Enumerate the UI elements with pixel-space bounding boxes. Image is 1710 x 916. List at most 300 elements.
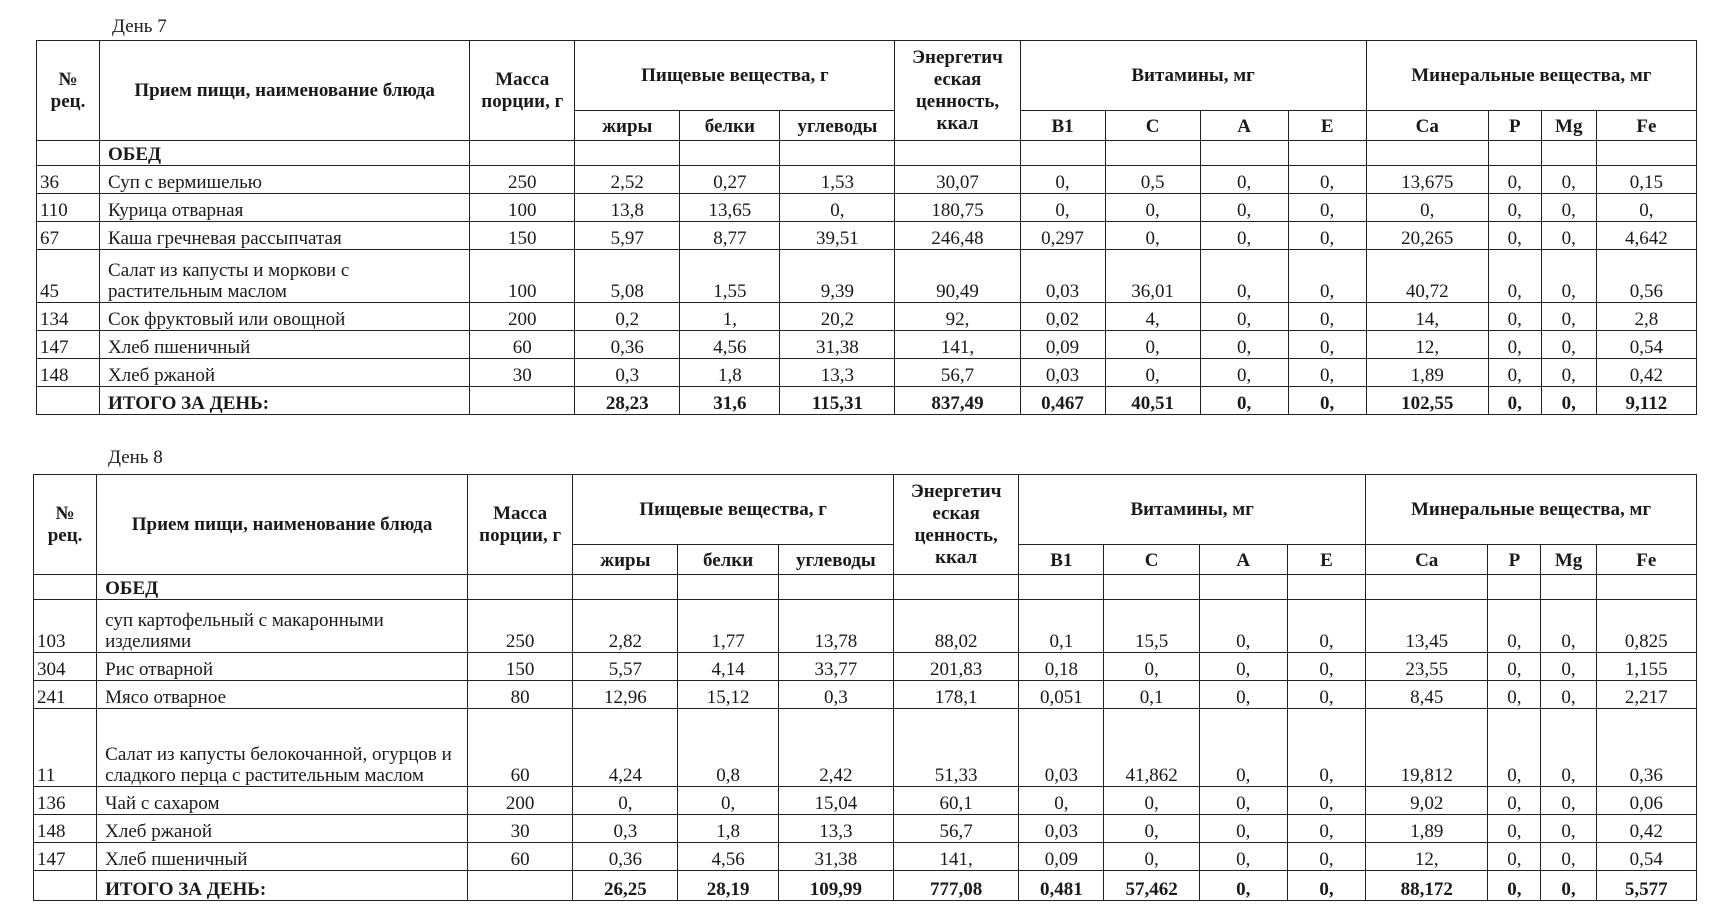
mass-cell: 250 [470,166,575,194]
ca-cell: 40,72 [1366,250,1488,303]
e-cell: 0, [1288,359,1366,387]
a-header: A [1199,545,1287,575]
mg-total-cell: 0, [1541,871,1596,901]
table-row [34,709,1697,787]
carbs-total-cell: 109,99 [778,871,893,901]
day-8-label: День 8 [108,447,163,468]
section-row [34,575,1697,600]
a-cell: 0, [1199,600,1287,653]
carbs-cell: 20,2 [780,303,895,331]
rec-no-cell: 11 [34,709,97,787]
e-total-cell: 0, [1287,871,1365,901]
carbs-header: углеводы [780,111,895,141]
empty-cell [778,575,893,600]
e-total-cell: 0, [1288,387,1366,415]
e-cell: 0, [1287,653,1365,681]
table-row [37,331,1697,359]
fat-cell: 12,96 [573,681,678,709]
c-cell: 4, [1105,303,1200,331]
empty-cell [680,141,780,166]
empty-cell [1287,575,1365,600]
minerals-header: Минеральные вещества, мг [1366,475,1697,545]
a-cell: 0, [1199,709,1287,787]
mass-cell: 200 [468,787,573,815]
table-row [37,222,1697,250]
b1-header: B1 [1019,545,1104,575]
b1-total-cell: 0,467 [1020,387,1105,415]
protein-total-cell: 31,6 [680,387,780,415]
p-header: P [1488,545,1541,575]
fat-cell: 13,8 [575,194,680,222]
e-cell: 0, [1287,787,1365,815]
p-cell: 0, [1488,166,1541,194]
dish-name-cell: Мясо отварное [97,681,468,709]
carbs-cell: 39,51 [780,222,895,250]
total-row [37,387,1697,415]
dish-name-cell: Суп с вермишелью [100,166,470,194]
day-7-table [36,40,1697,415]
energy-header: Энергетич еская ценность, ккал [894,475,1019,575]
ca-cell: 9,02 [1366,787,1488,815]
table-row [34,681,1697,709]
carbs-cell: 9,39 [780,250,895,303]
c-cell: 0, [1104,815,1199,843]
p-cell: 0, [1488,681,1541,709]
fat-cell: 0, [573,787,678,815]
protein-cell: 13,65 [680,194,780,222]
dish-name-cell: Курица отварная [100,194,470,222]
carbs-cell: 2,42 [778,709,893,787]
protein-cell: 0, [678,787,778,815]
empty-cell [1199,575,1287,600]
empty-cell [1541,575,1596,600]
ca-cell: 8,45 [1366,681,1488,709]
b1-cell: 0,18 [1019,653,1104,681]
carbs-cell: 33,77 [778,653,893,681]
carbs-cell: 13,78 [778,600,893,653]
b1-cell: 0,03 [1020,359,1105,387]
carbs-header: углеводы [778,545,893,575]
c-cell: 0, [1104,787,1199,815]
fat-cell: 0,3 [573,815,678,843]
empty-cell [468,575,573,600]
p-cell: 0, [1488,843,1541,871]
dish-name-cell: Салат из капусты и моркови с растительным маслом [100,250,470,303]
protein-cell: 4,56 [680,331,780,359]
fe-cell: 0, [1596,194,1696,222]
ca-total-cell: 88,172 [1366,871,1488,901]
p-cell: 0, [1488,600,1541,653]
mass-cell: 100 [470,194,575,222]
fe-cell: 4,642 [1596,222,1696,250]
mg-cell: 0, [1541,681,1596,709]
p-cell: 0, [1488,303,1541,331]
c-cell: 0, [1104,843,1199,871]
dish-name-cell: Рис отварной [97,653,468,681]
energy-cell: 141, [895,331,1020,359]
rec-no-cell: 147 [34,843,97,871]
fe-cell: 2,8 [1596,303,1696,331]
mg-cell: 0, [1541,222,1596,250]
dish-name-cell: Хлеб пшеничный [97,843,468,871]
mg-cell: 0, [1541,194,1596,222]
a-total-cell: 0, [1199,871,1287,901]
energy-cell: 178,1 [894,681,1019,709]
header-row [34,475,1697,545]
fat-cell: 5,97 [575,222,680,250]
c-cell: 0, [1104,653,1199,681]
fat-total-cell: 28,23 [575,387,680,415]
a-cell: 0, [1199,653,1287,681]
p-cell: 0, [1488,194,1541,222]
empty-cell [37,141,100,166]
c-cell: 0, [1105,222,1200,250]
fat-cell: 0,2 [575,303,680,331]
mass-total-cell [468,871,573,901]
fe-cell: 0,06 [1596,787,1696,815]
energy-cell: 90,49 [895,250,1020,303]
table-row [37,250,1697,303]
b1-cell: 0,09 [1019,843,1104,871]
c-header: C [1105,111,1200,141]
fe-cell: 0,825 [1596,600,1696,653]
fe-header: Fe [1596,111,1696,141]
ca-cell: 12, [1366,331,1488,359]
protein-cell: 8,77 [680,222,780,250]
rec-no-cell: 36 [37,166,100,194]
a-cell: 0, [1199,681,1287,709]
p-cell: 0, [1488,815,1541,843]
energy-cell: 56,7 [894,815,1019,843]
carbs-cell: 0, [780,194,895,222]
mg-cell: 0, [1541,653,1596,681]
mass-header: Масса порции, г [470,41,575,141]
a-cell: 0, [1199,787,1287,815]
p-total-cell: 0, [1488,871,1541,901]
carbs-cell: 13,3 [778,815,893,843]
energy-header: Энергетич еская ценность, ккал [895,41,1020,141]
mg-cell: 0, [1541,303,1596,331]
energy-cell: 246,48 [895,222,1020,250]
protein-cell: 1,77 [678,600,778,653]
day-8-table [33,474,1697,901]
fe-cell: 0,54 [1596,843,1696,871]
energy-cell: 180,75 [895,194,1020,222]
empty-cell [1366,141,1488,166]
p-cell: 0, [1488,787,1541,815]
mg-header: Mg [1541,545,1596,575]
carbs-cell: 13,3 [780,359,895,387]
mass-cell: 60 [468,843,573,871]
e-header: E [1287,545,1365,575]
empty-cell [1200,141,1288,166]
fat-cell: 0,3 [575,359,680,387]
ca-cell: 1,89 [1366,815,1488,843]
mg-header: Mg [1541,111,1596,141]
total-label: ИТОГО ЗА ДЕНЬ: [97,871,468,901]
fat-header: жиры [575,111,680,141]
carbs-cell: 0,3 [778,681,893,709]
table-row [34,787,1697,815]
a-cell: 0, [1200,166,1288,194]
fe-total-cell: 5,577 [1596,871,1696,901]
dish-name-cell: Сок фруктовый или овощной [100,303,470,331]
rec-no-header: № рец. [34,475,97,575]
rec-no-cell: 67 [37,222,100,250]
empty-cell [678,575,778,600]
vitamins-header: Витамины, мг [1020,41,1366,111]
dish-name-cell: Хлеб ржаной [97,815,468,843]
c-header: C [1104,545,1199,575]
fe-cell: 2,217 [1596,681,1696,709]
mg-cell: 0, [1541,166,1596,194]
day-7-label: День 7 [112,16,167,37]
section-row [37,141,1697,166]
mg-cell: 0, [1541,359,1596,387]
empty-cell [780,141,895,166]
protein-cell: 1,8 [680,359,780,387]
empty-cell [1488,141,1541,166]
empty-cell [34,575,97,600]
carbs-cell: 31,38 [778,843,893,871]
empty-cell [1366,575,1488,600]
p-header: P [1488,111,1541,141]
rec-no-cell: 241 [34,681,97,709]
table-row [34,815,1697,843]
table-row [34,600,1697,653]
e-cell: 0, [1288,166,1366,194]
ca-cell: 19,812 [1366,709,1488,787]
mass-cell: 60 [470,331,575,359]
fat-total-cell: 26,25 [573,871,678,901]
b1-cell: 0,051 [1019,681,1104,709]
empty-cell [1488,575,1541,600]
mass-total-cell [470,387,575,415]
rec-no-cell: 45 [37,250,100,303]
rec-no-header: № рец. [37,41,100,141]
p-cell: 0, [1488,222,1541,250]
protein-cell: 1,55 [680,250,780,303]
ca-cell: 23,55 [1366,653,1488,681]
energy-cell: 92, [895,303,1020,331]
empty-cell [895,141,1020,166]
c-cell: 15,5 [1104,600,1199,653]
ca-header: Ca [1366,111,1488,141]
carbs-cell: 31,38 [780,331,895,359]
rec-no-cell: 134 [37,303,100,331]
a-cell: 0, [1199,815,1287,843]
p-cell: 0, [1488,653,1541,681]
b1-cell: 0,03 [1019,709,1104,787]
meal-header: Прием пищи, наименование блюда [100,41,470,141]
p-cell: 0, [1488,331,1541,359]
fe-cell: 0,54 [1596,331,1696,359]
b1-header: B1 [1020,111,1105,141]
b1-cell: 0,09 [1020,331,1105,359]
b1-cell: 0,03 [1019,815,1104,843]
empty-cell [894,575,1019,600]
ca-total-cell: 102,55 [1366,387,1488,415]
mg-cell: 0, [1541,843,1596,871]
mass-cell: 100 [470,250,575,303]
rec-no-cell: 147 [37,331,100,359]
c-total-cell: 57,462 [1104,871,1199,901]
mass-cell: 200 [470,303,575,331]
protein-cell: 0,8 [678,709,778,787]
protein-cell: 4,14 [678,653,778,681]
mass-cell: 30 [468,815,573,843]
nutrients-header: Пищевые вещества, г [573,475,894,545]
ca-cell: 0, [1366,194,1488,222]
e-cell: 0, [1287,681,1365,709]
energy-total-cell: 777,08 [894,871,1019,901]
mass-cell: 30 [470,359,575,387]
protein-header: белки [678,545,778,575]
mg-cell: 0, [1541,331,1596,359]
dish-name-cell: Каша гречневая рассыпчатая [100,222,470,250]
mass-cell: 150 [468,653,573,681]
dish-name-cell: Салат из капусты белокочанной, огурцов и сладкого перца с растительным маслом [97,709,468,787]
empty-cell [1596,575,1696,600]
fe-header: Fe [1596,545,1696,575]
c-total-cell: 40,51 [1105,387,1200,415]
fat-cell: 0,36 [573,843,678,871]
table-row [37,359,1697,387]
protein-cell: 4,56 [678,843,778,871]
mass-cell: 250 [468,600,573,653]
dish-name-cell: Чай с сахаром [97,787,468,815]
mass-cell: 60 [468,709,573,787]
a-cell: 0, [1200,194,1288,222]
fat-header: жиры [573,545,678,575]
b1-cell: 0,297 [1020,222,1105,250]
a-cell: 0, [1200,331,1288,359]
rec-no-cell: 148 [37,359,100,387]
table-row [34,843,1697,871]
mass-cell: 150 [470,222,575,250]
e-cell: 0, [1287,815,1365,843]
mg-cell: 0, [1541,250,1596,303]
c-cell: 0,5 [1105,166,1200,194]
empty-cell [1104,575,1199,600]
a-header: A [1200,111,1288,141]
mass-cell: 80 [468,681,573,709]
rec-no-cell: 304 [34,653,97,681]
e-cell: 0, [1287,843,1365,871]
fe-cell: 0,15 [1596,166,1696,194]
a-total-cell: 0, [1200,387,1288,415]
fe-cell: 0,42 [1596,815,1696,843]
ca-cell: 13,675 [1366,166,1488,194]
empty-cell [573,575,678,600]
empty-cell [575,141,680,166]
carbs-cell: 15,04 [778,787,893,815]
c-cell: 36,01 [1105,250,1200,303]
rec-no-total-cell [34,871,97,901]
ca-cell: 13,45 [1366,600,1488,653]
empty-cell [1019,575,1104,600]
c-cell: 0,1 [1104,681,1199,709]
carbs-total-cell: 115,31 [780,387,895,415]
total-row [34,871,1697,901]
fat-cell: 4,24 [573,709,678,787]
e-cell: 0, [1288,250,1366,303]
e-cell: 0, [1288,194,1366,222]
dish-name-cell: суп картофельный с макаронными изделиями [97,600,468,653]
rec-no-total-cell [37,387,100,415]
energy-cell: 88,02 [894,600,1019,653]
c-cell: 0, [1105,194,1200,222]
a-cell: 0, [1200,250,1288,303]
fat-cell: 0,36 [575,331,680,359]
fe-cell: 0,36 [1596,709,1696,787]
b1-cell: 0, [1020,166,1105,194]
b1-cell: 0, [1019,787,1104,815]
energy-cell: 60,1 [894,787,1019,815]
ca-cell: 12, [1366,843,1488,871]
energy-cell: 56,7 [895,359,1020,387]
a-cell: 0, [1200,222,1288,250]
protein-cell: 15,12 [678,681,778,709]
mg-total-cell: 0, [1541,387,1596,415]
fe-total-cell: 9,112 [1596,387,1696,415]
fat-cell: 5,08 [575,250,680,303]
p-total-cell: 0, [1488,387,1541,415]
b1-cell: 0,02 [1020,303,1105,331]
empty-cell [1105,141,1200,166]
protein-header: белки [680,111,780,141]
ca-cell: 14, [1366,303,1488,331]
b1-cell: 0, [1020,194,1105,222]
fe-cell: 1,155 [1596,653,1696,681]
c-cell: 41,862 [1104,709,1199,787]
table-row [37,303,1697,331]
rec-no-cell: 110 [37,194,100,222]
header-row [37,41,1697,111]
p-cell: 0, [1488,709,1541,787]
table-row [34,653,1697,681]
energy-cell: 51,33 [894,709,1019,787]
c-cell: 0, [1105,359,1200,387]
empty-cell [1288,141,1366,166]
fe-cell: 0,56 [1596,250,1696,303]
section-title: ОБЕД [100,141,470,166]
empty-cell [1020,141,1105,166]
section-title: ОБЕД [97,575,468,600]
table-row [37,166,1697,194]
energy-cell: 201,83 [894,653,1019,681]
b1-cell: 0,1 [1019,600,1104,653]
ca-cell: 20,265 [1366,222,1488,250]
mg-cell: 0, [1541,600,1596,653]
fe-cell: 0,42 [1596,359,1696,387]
protein-cell: 1, [680,303,780,331]
e-cell: 0, [1287,709,1365,787]
table-row [37,194,1697,222]
a-cell: 0, [1199,843,1287,871]
b1-total-cell: 0,481 [1019,871,1104,901]
nutrients-header: Пищевые вещества, г [575,41,895,111]
e-cell: 0, [1288,303,1366,331]
p-cell: 0, [1488,250,1541,303]
empty-cell [1596,141,1696,166]
rec-no-cell: 148 [34,815,97,843]
e-cell: 0, [1288,222,1366,250]
energy-cell: 30,07 [895,166,1020,194]
p-cell: 0, [1488,359,1541,387]
meal-header: Прием пищи, наименование блюда [97,475,468,575]
fat-cell: 2,52 [575,166,680,194]
